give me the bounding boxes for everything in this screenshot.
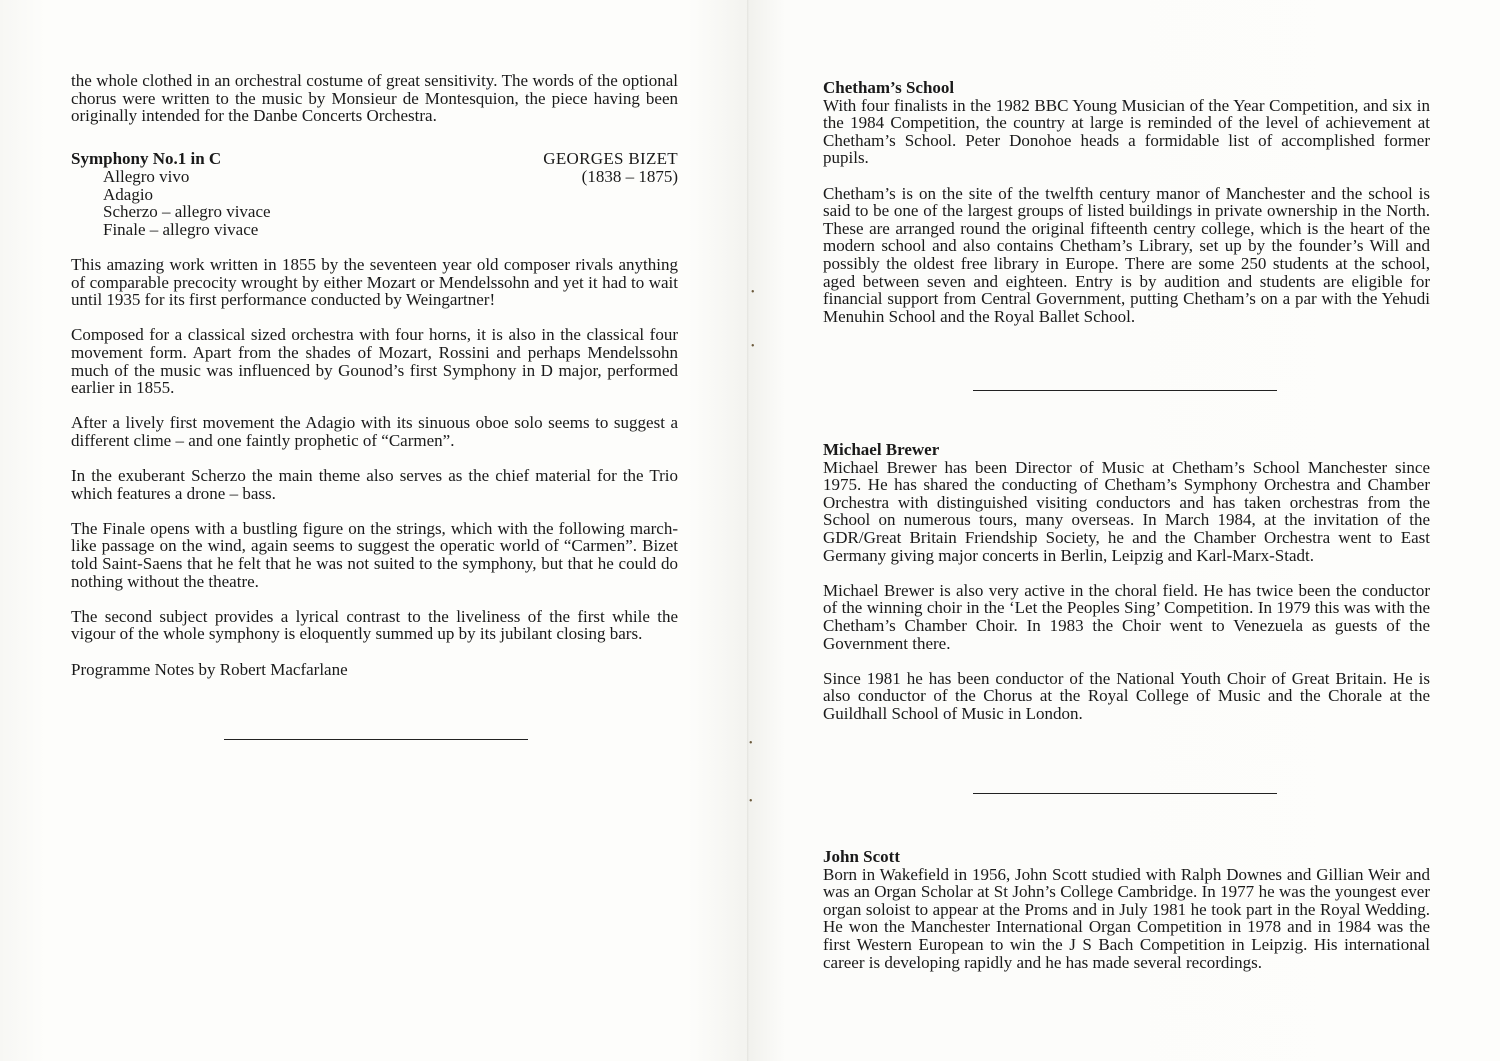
body-paragraph: This amazing work written in 1855 by the seventeen year old composer rivals anything of comparable precocity wrought by either Mozart or Mendelssohn and yet it had to wait until 1935 for its first performance conducted by Weingartner! xyxy=(71,254,678,310)
body-paragraph: Michael Brewer is also very active in the choral field. He has twice been the conductor of the winning choir in the ‘Let the Peoples Sing’ Competition. In 1979 this was with the Chetham’s Chamber Choir. In 1983 the Choir went to Venezuela as guests of the Government there. xyxy=(823,580,1430,653)
page-fold xyxy=(747,0,749,1061)
paper-speck: • xyxy=(751,287,755,298)
body-paragraph: The second subject provides a lyrical contrast to the liveliness of the first while the vigour of the whole symphony is eloquently summed up by its jubilant closing bars. xyxy=(71,606,678,644)
body-paragraph: In the exuberant Scherzo the main theme also serves as the chief material for the Trio which features a drone – bass. xyxy=(71,466,678,503)
paper-speck: • xyxy=(751,341,755,352)
body-paragraph: The Finale opens with a bustling figure on the strings, which with the following march-like passage on the wind, again seems to suggest the operatic world of “Carmen”. Bizet told Saint-Saens that he felt that he was not suited to the symphony, but that he could do nothing without the theatre. xyxy=(71,518,678,591)
paper-speck: • xyxy=(749,738,753,749)
composer-name: GEORGES BIZET xyxy=(543,149,678,169)
section-divider xyxy=(973,390,1277,391)
chetham-section xyxy=(823,79,1430,325)
body-paragraph: Composed for a classical sized orchestra with four horns, it is also in the classical four movement form. Apart from the shades of Mozart, Rossini and perhaps Mendelssohn much of the music was influenced by Gounod’s first Symphony in D major, performed earlier in 1855. xyxy=(71,325,678,398)
body-paragraph: Born in Wakefield in 1956, John Scott studied with Ralph Downes and Gillian Weir and was an Organ Scholar at St John’s College Cambridge. In 1977 he was the youngest ever organ soloist to appear at the Proms and in July 1981 he took part in the Royal Wedding. He won the Manchester International Organ Competition in 1978 and in 1984 was the first Western European to win the J S Bach Competition in Leipzig. His international career is developing rapidly and he has made several recordings. xyxy=(823,864,1430,972)
paper-speck: • xyxy=(749,796,753,807)
body-paragraph: After a lively first movement the Adagio with its sinuous oboe solo seems to suggest a different clime – and one faintly prophetic of “Carmen”. xyxy=(71,413,678,450)
body-paragraph: With four finalists in the 1982 BBC Young Musician of the Year Competition, and six in the 1984 Competition, the country at large is reminded of the level of achievement at Chetham’s School. Peter Donohoe heads a formidable list of accomplished former pupils. xyxy=(823,95,1430,168)
brewer-section xyxy=(823,441,1430,723)
movement-item: Finale – allegro vivace xyxy=(103,219,259,239)
body-paragraph: Chetham’s is on the site of the twelfth century manor of Manchester and the school is said to be one of the largest groups of listed buildings in private ownership in the North. These are arranged round the original fifteenth centry college, which is the heart of the modern school and also contains Chetham’s Library, set up by the founder’s Will and possibly the oldest free library in Europe. There are some 250 students at the school, aged between seven and eighteen. Entry is by audition and students are eligible for financial support from Central Government, putting Chetham’s on a par with the Yehudi Menuhin School and the Royal Ballet School. xyxy=(823,183,1430,326)
movement-item: Adagio xyxy=(103,184,154,204)
section-divider xyxy=(224,739,528,740)
section-heading: Chetham’s School xyxy=(823,78,955,97)
intro-paragraph: the whole clothed in an orchestral costume of great sensitivity. The words of the optional chorus were written to the music by Monsieur de Montesquion, the piece having been originally intended for the Danbe Concerts Orchestra. xyxy=(71,71,678,126)
work-heading xyxy=(71,150,678,168)
movement-item: Scherzo – allegro vivace xyxy=(103,202,271,222)
programme-credit: Programme Notes by Robert Macfarlane xyxy=(71,659,348,679)
body-paragraph: Michael Brewer has been Director of Music at Chetham’s School Manchester since 1975. He has shared the conducting of Chetham’s Symphony Orchestra and Chamber Orchestra with distinguished visiting conductors and has taken orchestras from the School on numerous tours, many overseas. In March 1984, at the invitation of the GDR/Great Britain Friendship Society, he and the Chamber Orchestra went to East Germany giving major concerts in Berlin, Leipzig and Karl-Marx-Stadt. xyxy=(823,457,1430,565)
composer-dates: (1838 – 1875) xyxy=(581,166,678,186)
left-column xyxy=(71,72,678,678)
section-heading: Michael Brewer xyxy=(823,440,940,459)
scott-section xyxy=(823,848,1430,971)
movements-list xyxy=(71,168,678,238)
movement-item: Allegro vivo xyxy=(103,166,190,186)
body-paragraph: Since 1981 he has been conductor of the National Youth Choir of Great Britain. He is also conductor of the Chorus at the Royal College of Music and the Chorale at the Guildhall School of Music in London. xyxy=(823,668,1430,723)
section-heading: John Scott xyxy=(823,847,900,866)
section-divider xyxy=(973,793,1277,794)
work-title: Symphony No.1 in C xyxy=(71,149,222,169)
